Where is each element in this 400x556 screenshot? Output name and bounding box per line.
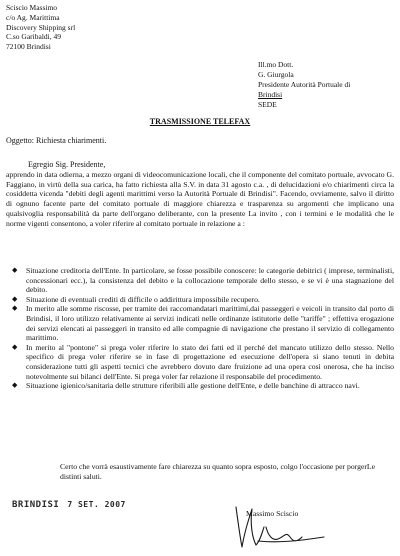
list-item-text: Situazione creditoria dell'Ente. In particolare, se fosse possibile conoscere: le categorie debitrici ( imprese, terminalisti, concessionari ecc.), la consistenza del debito e la collocazione temporale dello stesso, e se vi è una stagnazione del debito. bbox=[26, 266, 394, 295]
list-item bbox=[6, 381, 394, 391]
bullet-list bbox=[6, 266, 394, 391]
diamond-bullet-icon: ◆ bbox=[12, 381, 18, 390]
stamp-city: BRINDISI bbox=[12, 500, 60, 510]
closing-paragraph: Certo che vorrà esaustivamente fare chiarezza su quanto sopra esposto, colgo l'occasione per porgerLe distinti saluti. bbox=[60, 462, 376, 481]
recipient-city: Brindisi bbox=[258, 90, 283, 99]
diamond-bullet-icon: ◆ bbox=[12, 294, 18, 303]
list-item bbox=[6, 266, 394, 295]
list-item-text: In merito alle somme riscosse, per tramite dei raccomandatari marittimi,dai passeggeri e veicoli in transito dal porto di Brindisi, il loro utilizzo relativamente ai servizi indicati nelle ordinanze istitutorie delle "tariffe" ; effettiva erogazione dei servizi elencati ai passeggeri in transito ed alle compagnie di navigazione che prestano il servizio di collegamento marittimo. bbox=[26, 304, 394, 343]
body-paragraph: apprendo in data odierna, a mezzo organi di videocomunicazione locali, che il componente del comitato portuale, avvocato G. Faggiano, in virtù della sua carica, ha fatto richiesta alla S.V. in data 31 agosto c.a. , di delucidazioni e/o chiarimenti circa la cosiddetta vicenda "debiti degli agenti marittimi verso la Autorità Portuale di Brindisi". Facendo, ovviamente, salvo il diritto di ognuno facente parte del comitato portuale di maggiore chiarezza e trasparenza su argomenti che implicano una qualsivoglia responsabilità da parte dell'organo deliberante, con la presente La invito , con i termini e le modalità che le norme vigenti consentono, a voler riferire al comitato portuale in relazione a : bbox=[6, 170, 394, 228]
signature-name: Massimo Sciscio bbox=[246, 509, 299, 518]
sender-company: Discovery Shipping srl bbox=[6, 22, 76, 32]
sender-address bbox=[6, 3, 75, 52]
diamond-bullet-icon: ◆ bbox=[12, 342, 18, 351]
sender-name: Sciscio Massimo bbox=[6, 3, 58, 12]
sender-co: c/o Ag. Marittima bbox=[6, 12, 60, 22]
stamp-date: 7 SET. 2007 bbox=[67, 500, 126, 509]
diamond-bullet-icon: ◆ bbox=[12, 304, 18, 313]
list-item-text: Situazione igienico/sanitaria delle strutture riferibili alle gestione dell'Ente, e delle banchine di attracco navi. bbox=[26, 381, 360, 391]
recipient-address bbox=[258, 60, 350, 110]
subject-line: Oggetto: Richiesta chiarimenti. bbox=[6, 136, 107, 145]
document-title: TRASMISSIONE TELEFAX bbox=[149, 117, 251, 126]
list-item bbox=[6, 343, 394, 381]
recipient-name: G. Giurgola bbox=[258, 70, 294, 79]
list-item-text: In merito al "pontone" si prega voler riferire lo stato dei fatti ed il perché del mancato utilizzo dello stesso. Nello specifico di prega voler riferire se in fase di progettazione ed esecuzione dell'opera si siano tenuti in debita considerazione tutti gli aspetti tecnici che avrebbero dovuto dare fruizione ad una opera così onerosa, che ha inciso notevolmente sui bilanci dell'Ente. Si prega voler far relazione il responsabile del procedimento. bbox=[26, 342, 394, 381]
salutation: Egregio Sig. Presidente, bbox=[28, 160, 106, 169]
recipient-title: Ill.mo Dott. bbox=[258, 60, 294, 69]
list-item bbox=[6, 295, 394, 305]
recipient-sede: SEDE bbox=[258, 100, 277, 109]
sender-street: C.so Garibaldi, 49 bbox=[6, 32, 61, 42]
recipient-role: Presidente Autorità Portuale di bbox=[258, 80, 351, 89]
handwritten-signature bbox=[228, 497, 328, 553]
sender-city: 72100 Brindisi bbox=[6, 42, 51, 52]
list-item bbox=[6, 304, 394, 342]
date-stamp bbox=[12, 500, 126, 510]
list-item-text: Situazione di eventuali crediti di difficile o addirittura impossibile recupero. bbox=[26, 294, 260, 304]
diamond-bullet-icon: ◆ bbox=[12, 266, 18, 274]
